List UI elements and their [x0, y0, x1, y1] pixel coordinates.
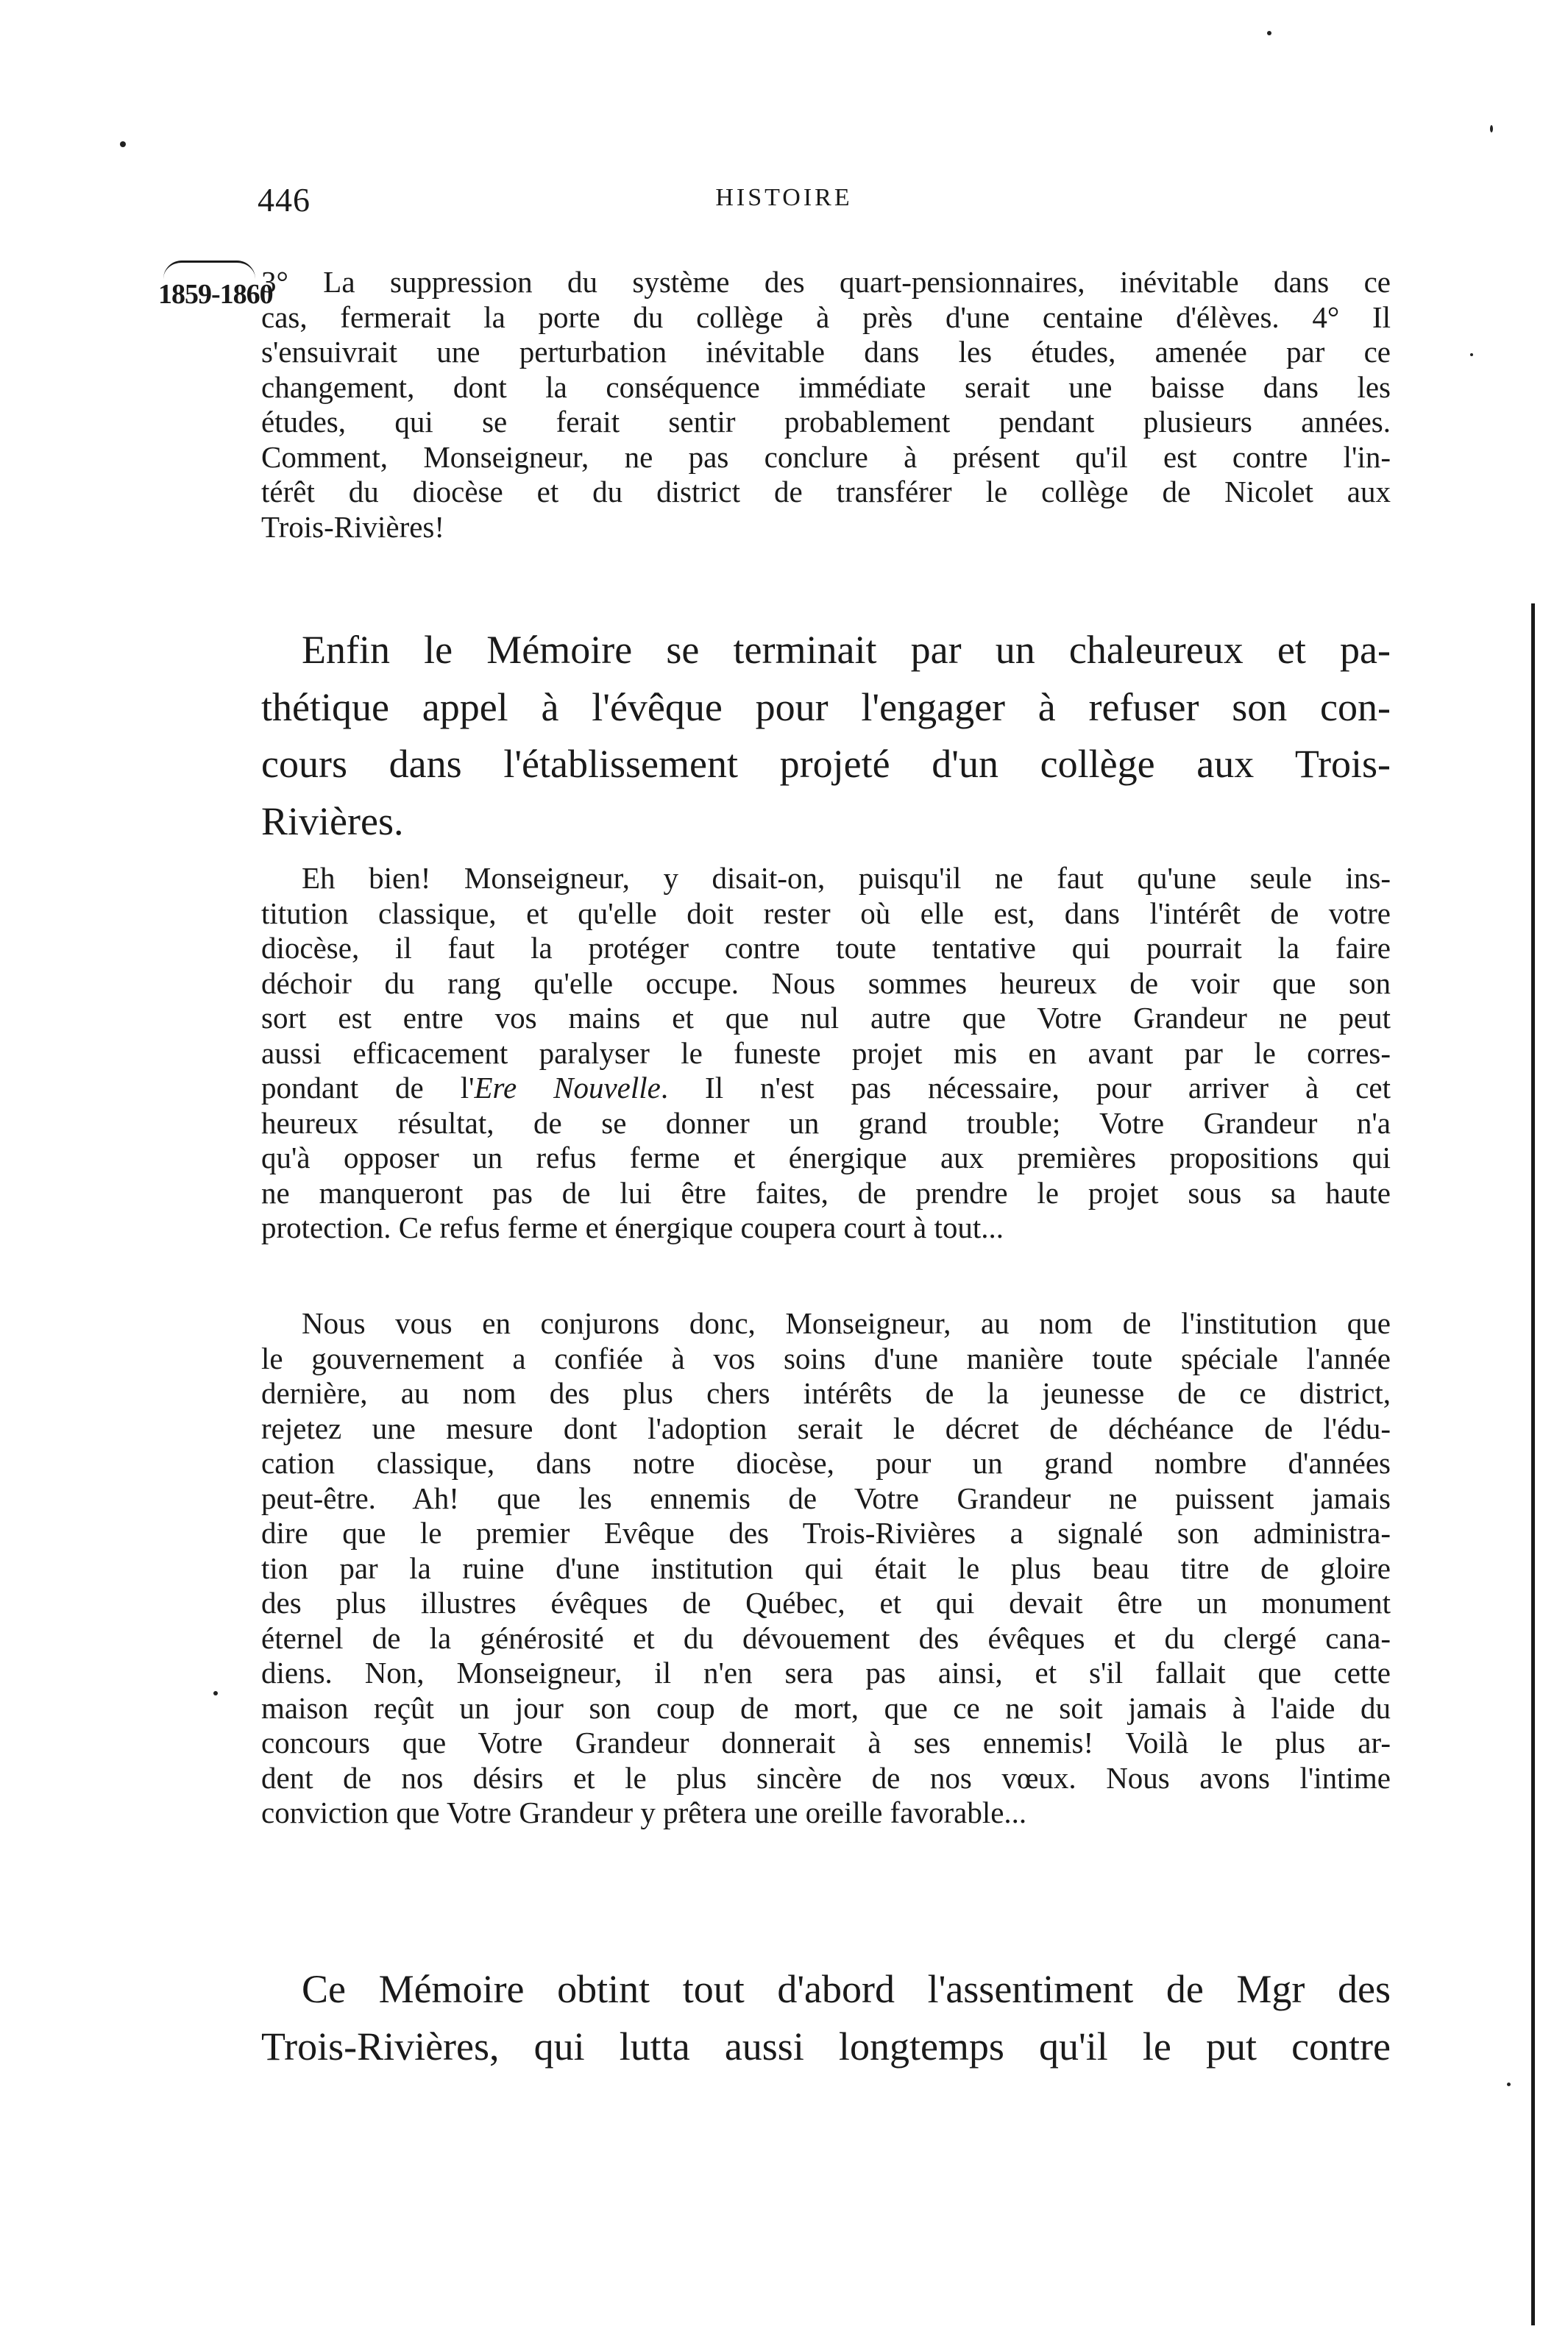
text-line: changement, dont la conséquence immédiate serait une baisse dans les — [261, 369, 1391, 404]
text-line: maison reçût un jour son coup de mort, que ce ne soit jamais à l'aide du — [261, 1690, 1391, 1725]
scan-speck — [1470, 353, 1473, 356]
page-number: 446 — [258, 181, 311, 219]
text-line: 3° La suppression du système des quart-pensionnaires, inévitable dans ce — [261, 265, 1391, 299]
text-line: térêt du diocèse et du district de transférer le collège de Nicolet aux — [261, 475, 1391, 508]
running-title: HISTOIRE — [715, 184, 853, 211]
text-line: cation classique, dans notre diocèse, pour un grand nombre d'années — [261, 1446, 1391, 1480]
text-line: dire que le premier Evêque des Trois-Rivières a signalé son administra- — [261, 1516, 1391, 1550]
text-line: dernière, au nom des plus chers intérêts de la jeunesse de ce district, — [261, 1376, 1391, 1410]
text-line: dent de nos désirs et le plus sincère de nos vœux. Nous avons l'intime — [261, 1760, 1391, 1795]
scan-speck — [1507, 2083, 1511, 2086]
quote-block-1 — [261, 265, 1391, 545]
scan-speck — [213, 1691, 218, 1695]
text-line: Comment, Monseigneur, ne pas conclure à présent qu'il est contre l'in- — [261, 439, 1391, 474]
text-line: peut-être. Ah! que les ennemis de Votre Grandeur ne puissent jamais — [261, 1481, 1391, 1515]
text-line: Ce Mémoire obtint tout d'abord l'assentiment de Mgr des — [302, 1967, 1391, 2011]
text-line: s'ensuivrait une perturbation inévitable dans les études, amenée par ce — [261, 335, 1391, 369]
text-line: cours dans l'établissement projeté d'un collège aux Trois- — [261, 742, 1391, 786]
scan-speck — [1490, 125, 1493, 132]
text-line: conviction que Votre Grandeur y prêtera une oreille favorable... — [261, 1796, 1027, 1829]
text-line: titution classique, et qu'elle doit rester où elle est, dans l'intérêt de votre — [261, 896, 1391, 930]
newspaper-title: Ere Nouvelle — [474, 1071, 661, 1105]
text-line: Nous vous en conjurons donc, Monseigneur, au nom de l'institution que — [302, 1306, 1391, 1340]
body-paragraph-2 — [261, 1961, 1391, 2075]
text-fragment: pondant de l' — [261, 1071, 475, 1105]
text-line: thétique appel à l'évêque pour l'engager à refuser son con- — [261, 684, 1391, 729]
text-line: le gouvernement a confiée à vos soins d'une manière toute spéciale l'année — [261, 1341, 1391, 1375]
text-line: sort est entre vos mains et que nul autre que Votre Grandeur ne peut — [261, 1001, 1391, 1035]
text-line: qu'à opposer un refus ferme et énergique aux premières propositions qui — [261, 1141, 1391, 1174]
margin-date-note: 1859-1860 — [158, 279, 273, 310]
body-paragraph-1 — [261, 622, 1391, 850]
text-line: études, qui se ferait sentir probablement pendant plusieurs années. — [261, 405, 1391, 439]
quote-block-3 — [261, 1306, 1391, 1831]
text-line: diocèse, il faut la protéger contre toute tentative qui pourrait la faire — [261, 931, 1391, 965]
text-line: cas, fermerait la porte du collège à près d'une centaine d'élèves. 4° Il — [261, 300, 1391, 334]
text-line: protection. Ce refus ferme et énergique coupera court à tout... — [261, 1211, 1004, 1244]
text-line: tion par la ruine d'une institution qui était le plus beau titre de gloire — [261, 1550, 1391, 1585]
text-line: déchoir du rang qu'elle occupe. Nous sommes heureux de voir que son — [261, 965, 1391, 1000]
text-line: Rivières. — [261, 798, 404, 843]
scan-speck — [120, 141, 126, 147]
text-line: des plus illustres évêques de Québec, et qui devait être un monument — [261, 1586, 1391, 1620]
text-line: diens. Non, Monseigneur, il n'en sera pas ainsi, et s'il fallait que cette — [261, 1656, 1391, 1690]
text-line: rejetez une mesure dont l'adoption serait le décret de déchéance de l'édu- — [261, 1411, 1391, 1445]
text-fragment: . Il n'est pas nécessaire, pour arriver à cet — [660, 1071, 1391, 1105]
text-line: Trois-Rivières, qui lutta aussi longtemps qu'il le put contre — [261, 2024, 1391, 2069]
scan-edge-rule — [1531, 603, 1535, 2325]
scan-speck — [1267, 31, 1271, 35]
quote-block-2 — [261, 861, 1391, 1246]
text-line — [261, 1071, 1391, 1106]
text-line: Trois-Rivières! — [261, 509, 445, 544]
text-line: éternel de la générosité et du dévouement des évêques et du clergé cana- — [261, 1620, 1391, 1655]
text-line: aussi efficacement paralyser le funeste projet mis en avant par le corres- — [261, 1035, 1391, 1070]
text-line: Enfin le Mémoire se terminait par un chaleureux et pa- — [302, 628, 1391, 672]
text-line: concours que Votre Grandeur donnerait à ses ennemis! Voilà le plus ar- — [261, 1726, 1391, 1759]
text-line: ne manqueront pas de lui être faites, de prendre le projet sous sa haute — [261, 1175, 1391, 1210]
text-line: heureux résultat, de se donner un grand trouble; Votre Grandeur n'a — [261, 1105, 1391, 1140]
margin-date-bracket — [163, 261, 255, 279]
text-line: Eh bien! Monseigneur, y disait-on, puisqu'il ne faut qu'une seule ins- — [302, 861, 1391, 895]
